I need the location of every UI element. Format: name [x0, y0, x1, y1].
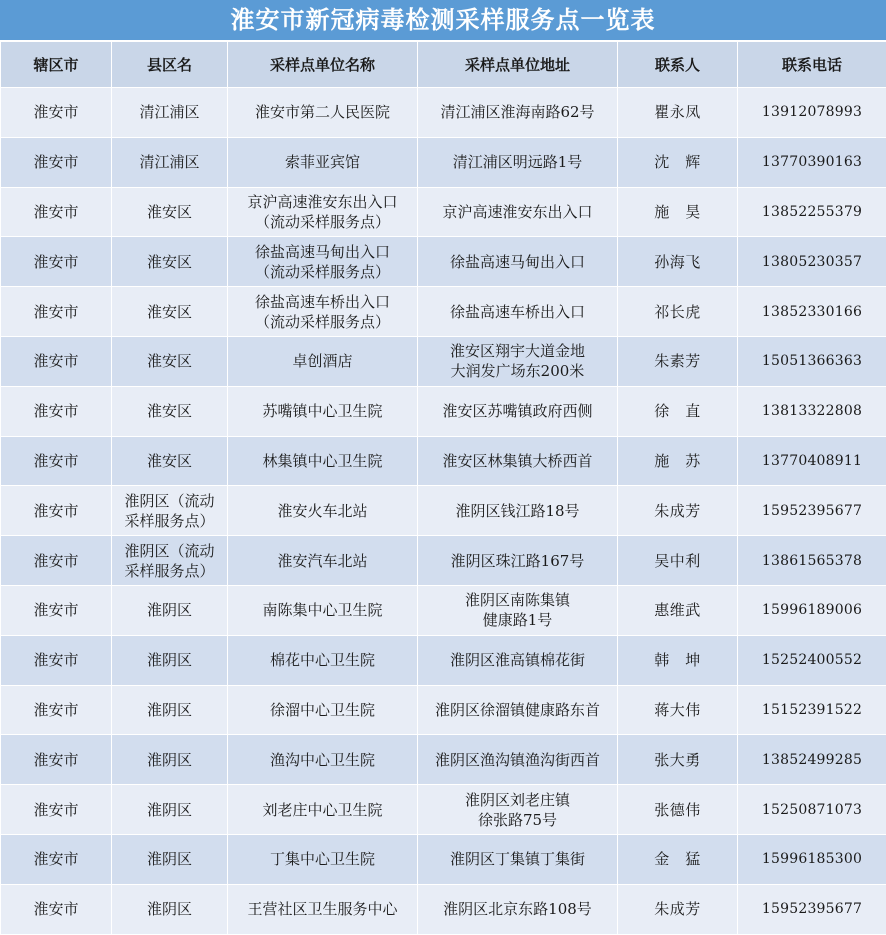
- cell-contact: 朱素芳: [618, 336, 738, 386]
- cell-district: [112, 386, 228, 436]
- cell-unit-name: [228, 884, 418, 934]
- cell-contact: 瞿永凤: [618, 88, 738, 138]
- table-row: [1, 386, 886, 436]
- cell-district-line: 淮阴区: [114, 700, 225, 720]
- cell-contact: 朱成芳: [618, 486, 738, 536]
- cell-unit-address: [418, 785, 618, 835]
- table-row: [1, 137, 886, 187]
- cell-unit-name-line: 淮安汽车北站: [230, 551, 415, 571]
- cell-district: [112, 585, 228, 635]
- cell-phone: 15051366363: [738, 336, 886, 386]
- cell-district-line: 采样服务点）: [114, 511, 225, 531]
- cell-unit-name-line: （流动采样服务点）: [230, 262, 415, 282]
- header-contact: 联系人: [618, 42, 738, 88]
- cell-unit-name: [228, 585, 418, 635]
- cell-unit-address-line: 淮阴区渔沟镇渔沟街西首: [420, 750, 615, 770]
- cell-district: [112, 237, 228, 287]
- cell-unit-name-line: 刘老庄中心卫生院: [230, 800, 415, 820]
- table-row: [1, 336, 886, 386]
- cell-city: 淮安市: [1, 635, 112, 685]
- cell-district: [112, 137, 228, 187]
- cell-city: 淮安市: [1, 884, 112, 934]
- cell-district: [112, 486, 228, 536]
- table-row: [1, 685, 886, 735]
- cell-contact: 沈 辉: [618, 137, 738, 187]
- cell-city: 淮安市: [1, 486, 112, 536]
- cell-unit-name: [228, 635, 418, 685]
- cell-contact: 惠维武: [618, 585, 738, 635]
- cell-city: 淮安市: [1, 785, 112, 835]
- cell-district-line: 采样服务点）: [114, 561, 225, 581]
- header-unit-address: 采样点单位地址: [418, 42, 618, 88]
- cell-unit-name: [228, 88, 418, 138]
- cell-district-line: 淮阴区: [114, 849, 225, 869]
- cell-unit-address-line: 淮阴区淮高镇棉花街: [420, 650, 615, 670]
- cell-unit-name: [228, 137, 418, 187]
- cell-phone: 13805230357: [738, 237, 886, 287]
- cell-contact: 蒋大伟: [618, 685, 738, 735]
- cell-city: 淮安市: [1, 137, 112, 187]
- cell-unit-name-line: 京沪高速淮安东出入口: [230, 192, 415, 212]
- cell-district-line: 淮阴区: [114, 650, 225, 670]
- cell-unit-name-line: 丁集中心卫生院: [230, 849, 415, 869]
- cell-city: 淮安市: [1, 237, 112, 287]
- cell-district-line: 淮阴区: [114, 750, 225, 770]
- cell-district: [112, 436, 228, 486]
- cell-unit-address-line: 淮安区苏嘴镇政府西侧: [420, 401, 615, 421]
- cell-unit-address: [418, 436, 618, 486]
- cell-contact: 施 苏: [618, 436, 738, 486]
- cell-unit-name-line: 徐盐高速马甸出入口: [230, 242, 415, 262]
- cell-unit-address-line: 淮阴区丁集镇丁集街: [420, 849, 615, 869]
- cell-unit-name-line: 南陈集中心卫生院: [230, 600, 415, 620]
- cell-unit-address-line: 淮安区林集镇大桥西首: [420, 451, 615, 471]
- cell-city: 淮安市: [1, 536, 112, 586]
- cell-district-line: 淮安区: [114, 252, 225, 272]
- cell-city: 淮安市: [1, 685, 112, 735]
- cell-unit-address: [418, 287, 618, 337]
- cell-unit-address: [418, 386, 618, 436]
- table-row: [1, 88, 886, 138]
- cell-contact: 孙海飞: [618, 237, 738, 287]
- cell-unit-name: [228, 486, 418, 536]
- cell-phone: 13770390163: [738, 137, 886, 187]
- cell-unit-address: [418, 237, 618, 287]
- cell-contact: 张大勇: [618, 735, 738, 785]
- cell-unit-address-line: 徐张路75号: [420, 810, 615, 830]
- header-city: 辖区市: [1, 42, 112, 88]
- table-header-row: [1, 42, 886, 88]
- cell-unit-name-line: 淮安火车北站: [230, 501, 415, 521]
- cell-contact: 张德伟: [618, 785, 738, 835]
- cell-unit-address: [418, 834, 618, 884]
- cell-district-line: 淮安区: [114, 451, 225, 471]
- cell-unit-address: [418, 635, 618, 685]
- cell-contact: 韩 坤: [618, 635, 738, 685]
- cell-unit-name-line: 棉花中心卫生院: [230, 650, 415, 670]
- cell-unit-address-line: 淮安区翔宇大道金地: [420, 341, 615, 361]
- cell-district: [112, 884, 228, 934]
- cell-unit-address: [418, 187, 618, 237]
- cell-city: 淮安市: [1, 187, 112, 237]
- cell-district: [112, 536, 228, 586]
- cell-phone: 13912078993: [738, 88, 886, 138]
- cell-unit-name-line: 王营社区卫生服务中心: [230, 899, 415, 919]
- cell-unit-name-line: 苏嘴镇中心卫生院: [230, 401, 415, 421]
- cell-unit-name-line: 卓创酒店: [230, 351, 415, 371]
- cell-unit-address-line: 清江浦区淮海南路62号: [420, 102, 615, 122]
- cell-unit-name-line: （流动采样服务点）: [230, 312, 415, 332]
- cell-unit-name-line: 徐盐高速车桥出入口: [230, 292, 415, 312]
- cell-phone: 15996189006: [738, 585, 886, 635]
- cell-unit-address-line: 健康路1号: [420, 610, 615, 630]
- cell-unit-address-line: 徐盐高速马甸出入口: [420, 252, 615, 272]
- cell-contact: 祁长虎: [618, 287, 738, 337]
- cell-unit-name: [228, 536, 418, 586]
- cell-district: [112, 735, 228, 785]
- cell-unit-address-line: 清江浦区明远路1号: [420, 152, 615, 172]
- cell-unit-address-line: 徐盐高速车桥出入口: [420, 302, 615, 322]
- cell-unit-address-line: 淮阴区刘老庄镇: [420, 790, 615, 810]
- cell-unit-address: [418, 536, 618, 586]
- cell-unit-name: [228, 834, 418, 884]
- cell-contact: 徐 直: [618, 386, 738, 436]
- cell-unit-address: [418, 336, 618, 386]
- cell-district-line: 淮安区: [114, 202, 225, 222]
- cell-district-line: 清江浦区: [114, 152, 225, 172]
- cell-unit-address-line: 淮阴区南陈集镇: [420, 590, 615, 610]
- cell-unit-name: [228, 336, 418, 386]
- cell-city: 淮安市: [1, 386, 112, 436]
- cell-district-line: 淮阴区: [114, 800, 225, 820]
- cell-city: 淮安市: [1, 585, 112, 635]
- table-row: [1, 436, 886, 486]
- cell-unit-address-line: 京沪高速淮安东出入口: [420, 202, 615, 222]
- table-row: [1, 187, 886, 237]
- cell-phone: 15952395677: [738, 884, 886, 934]
- header-phone: 联系电话: [738, 42, 886, 88]
- cell-unit-name: [228, 436, 418, 486]
- cell-phone: 13852255379: [738, 187, 886, 237]
- table-row: [1, 486, 886, 536]
- cell-district-line: 淮安区: [114, 351, 225, 371]
- cell-phone: 15952395677: [738, 486, 886, 536]
- table-body: [1, 88, 886, 935]
- cell-phone: 15250871073: [738, 785, 886, 835]
- cell-city: 淮安市: [1, 735, 112, 785]
- cell-unit-name: [228, 386, 418, 436]
- cell-unit-name-line: 林集镇中心卫生院: [230, 451, 415, 471]
- cell-unit-name-line: （流动采样服务点）: [230, 212, 415, 232]
- cell-contact: 施 昊: [618, 187, 738, 237]
- cell-unit-address: [418, 137, 618, 187]
- cell-contact: 朱成芳: [618, 884, 738, 934]
- table-row: [1, 585, 886, 635]
- cell-unit-name: [228, 287, 418, 337]
- cell-unit-address-line: 淮阴区北京东路108号: [420, 899, 615, 919]
- cell-district-line: 淮阴区: [114, 899, 225, 919]
- cell-phone: 15152391522: [738, 685, 886, 735]
- cell-district-line: 清江浦区: [114, 102, 225, 122]
- cell-unit-address: [418, 685, 618, 735]
- cell-unit-name-line: 淮安市第二人民医院: [230, 102, 415, 122]
- cell-district-line: 淮阴区（流动: [114, 541, 225, 561]
- cell-unit-address-line: 淮阴区珠江路167号: [420, 551, 615, 571]
- cell-phone: 13852499285: [738, 735, 886, 785]
- table-row: [1, 834, 886, 884]
- cell-unit-name: [228, 785, 418, 835]
- cell-unit-name: [228, 187, 418, 237]
- cell-district: [112, 336, 228, 386]
- cell-phone: 13852330166: [738, 287, 886, 337]
- cell-district: [112, 635, 228, 685]
- cell-district-line: 淮阴区: [114, 600, 225, 620]
- cell-unit-name-line: 渔沟中心卫生院: [230, 750, 415, 770]
- table-row: [1, 785, 886, 835]
- cell-contact: 吴中利: [618, 536, 738, 586]
- cell-city: 淮安市: [1, 287, 112, 337]
- cell-unit-address: [418, 585, 618, 635]
- cell-unit-address: [418, 486, 618, 536]
- table-row: [1, 735, 886, 785]
- cell-unit-address: [418, 884, 618, 934]
- cell-district-line: 淮安区: [114, 302, 225, 322]
- cell-contact: 金 猛: [618, 834, 738, 884]
- cell-unit-address-line: 淮阴区徐溜镇健康路东首: [420, 700, 615, 720]
- cell-unit-address: [418, 88, 618, 138]
- cell-district: [112, 88, 228, 138]
- cell-city: 淮安市: [1, 834, 112, 884]
- table-row: [1, 536, 886, 586]
- cell-district: [112, 287, 228, 337]
- cell-unit-address: [418, 735, 618, 785]
- cell-district: [112, 685, 228, 735]
- table-row: [1, 635, 886, 685]
- cell-unit-name: [228, 685, 418, 735]
- cell-district-line: 淮安区: [114, 401, 225, 421]
- cell-phone: 13861565378: [738, 536, 886, 586]
- cell-unit-address-line: 淮阴区钱江路18号: [420, 501, 615, 521]
- table-row: [1, 237, 886, 287]
- cell-city: 淮安市: [1, 336, 112, 386]
- table-row: [1, 287, 886, 337]
- cell-unit-name-line: 索菲亚宾馆: [230, 152, 415, 172]
- sampling-points-table: [0, 41, 886, 935]
- header-district: 县区名: [112, 42, 228, 88]
- cell-city: 淮安市: [1, 436, 112, 486]
- cell-phone: 13813322808: [738, 386, 886, 436]
- cell-unit-name: [228, 237, 418, 287]
- cell-unit-name-line: 徐溜中心卫生院: [230, 700, 415, 720]
- cell-unit-address-line: 大润发广场东200米: [420, 361, 615, 381]
- cell-unit-name: [228, 735, 418, 785]
- cell-phone: 15996185300: [738, 834, 886, 884]
- header-unit-name: 采样点单位名称: [228, 42, 418, 88]
- document-title: 淮安市新冠病毒检测采样服务点一览表: [0, 0, 886, 41]
- cell-district: [112, 187, 228, 237]
- table-row: [1, 884, 886, 934]
- cell-district: [112, 785, 228, 835]
- cell-city: 淮安市: [1, 88, 112, 138]
- cell-phone: 15252400552: [738, 635, 886, 685]
- cell-phone: 13770408911: [738, 436, 886, 486]
- cell-district: [112, 834, 228, 884]
- cell-district-line: 淮阴区（流动: [114, 491, 225, 511]
